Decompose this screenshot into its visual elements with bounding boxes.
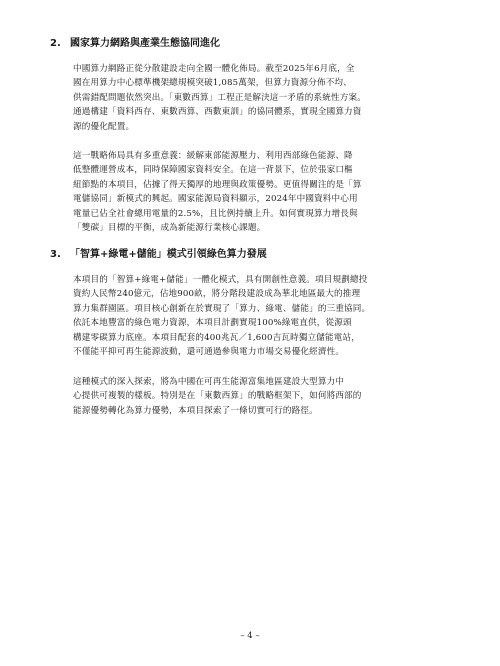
paragraph-line: 源的優化配置。 — [73, 121, 135, 132]
paragraph-line: 不僅能平抑可再生能源波動，還可通過參與電力市場交易優化經濟性。 — [73, 347, 345, 358]
paragraph-line: 算力集群園區。項目核心創新在於實現了「算力、綠電、儲能」的三重協同。 — [73, 303, 371, 314]
section-title: 「智算+綠電+儲能」模式引領綠色算力發展 — [70, 249, 267, 260]
paragraph-line: 低整體運營成本，同時保障國家資料安全。在這一背景下，位於張家口樞 — [73, 165, 353, 176]
section-number: 3. — [50, 249, 61, 260]
paragraph-line: 紐節點的本項目，佔據了得天獨厚的地理與政策優勢。更值得關注的是「算 — [73, 179, 362, 190]
paragraph — [73, 273, 431, 359]
paragraph-line: 電儲協同」新模式的興起。國家能源局資料顯示，2024年中國資料中心用 — [73, 194, 358, 205]
paragraph-line: 通過構建「資料西存、東數西算、西數東訓」的協同體系，實現全國算力資 — [73, 107, 362, 118]
paragraph-line: 中國算力網路正從分散建設走向全國一體化佈局。截至2025年6月底，全 — [73, 64, 355, 74]
page-number: – 4 – — [240, 631, 260, 641]
paragraph-line: 構建零碳算力底座。本項目配套的400兆瓦／1,600吉瓦時獨立儲能電站， — [73, 332, 361, 343]
paragraph-line: 這種模式的深入探索，將為中國在可再生能源富集地區建設大型算力中 — [73, 377, 345, 387]
paragraph-line: 心提供可複製的樣板。特別是在「東數西算」的戰略框架下，如何將西部的 — [73, 391, 362, 402]
paragraph — [73, 375, 431, 418]
paragraph-line: 這一戰略佈局具有多重意義：緩解東部能源壓力、利用西部綠色能源、降 — [73, 151, 353, 161]
paragraph-line: 資約人民幣240億元，佔地900畝，將分階段建設成為華北地區最大的推理 — [73, 289, 361, 300]
paragraph-line: 能源優勢轉化為算力優勢，本項目探索了一條切實可行的路徑。 — [73, 405, 318, 416]
paragraph-line: 供需錯配問題依然突出。「東數西算」工程正是解決這一矛盾的系統性方案。 — [73, 92, 366, 103]
paragraph-line: 電量已佔全社會總用電量的2.5%，且比例持續上升。如何實現算力增長與 — [73, 208, 358, 219]
paragraph-line: 國在用算力中心標準機架總規模突破1,085萬架，但算力資源分佈不均、 — [73, 78, 352, 89]
paragraph-line: 「雙碳」目標的平衡，成為新能源行業核心課題。 — [73, 223, 266, 234]
section-title: 國家算力網路與產業生態協同進化 — [70, 38, 220, 49]
section-number: 2. — [50, 38, 61, 49]
paragraph — [73, 62, 431, 134]
paragraph-line: 本項目的「智算+綠電+儲能」一體化模式，具有開創性意義。項目規劃總投 — [73, 275, 368, 285]
paragraph-line: 依託本地豐富的綠色電力資源，本項目計劃實現100%綠電直供，從源頭 — [73, 318, 352, 329]
paragraph — [73, 149, 431, 235]
